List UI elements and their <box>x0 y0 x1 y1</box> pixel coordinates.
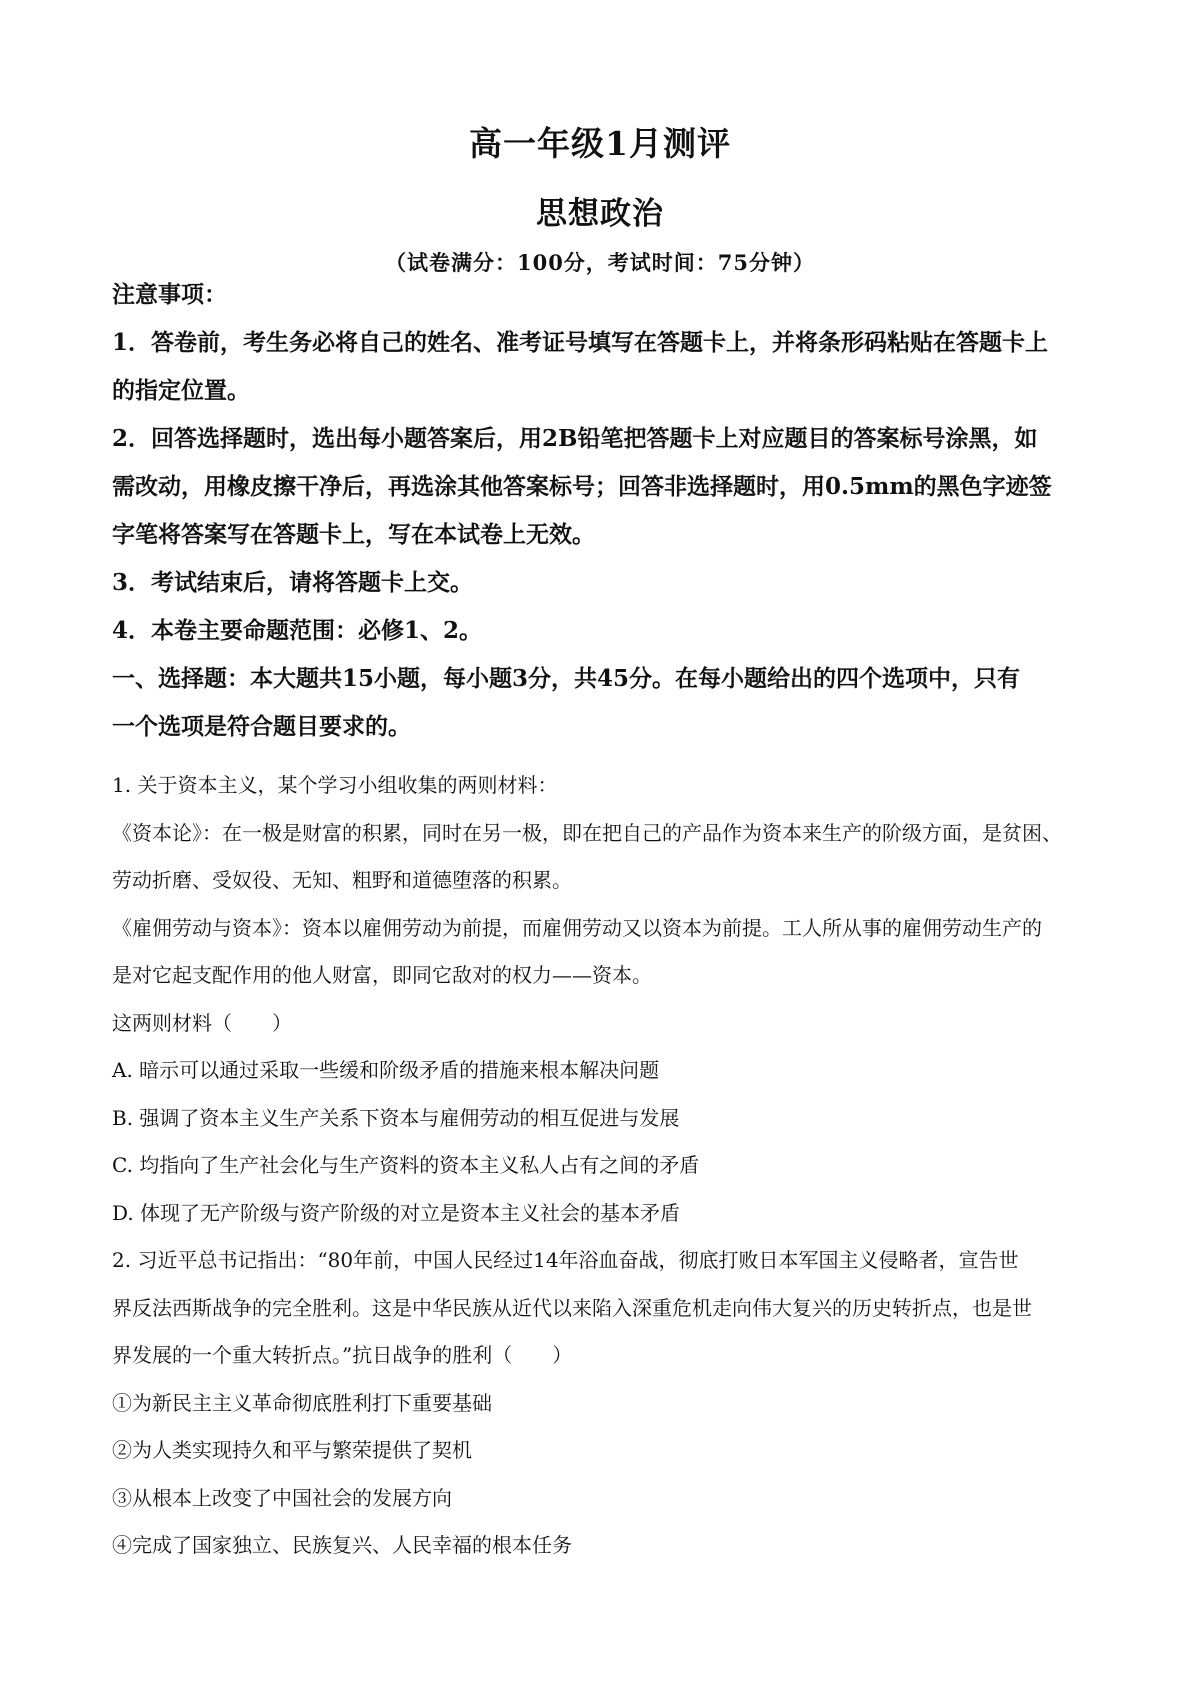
question-material: 《雇佣劳动与资本》：资本以雇佣劳动为前提，而雇佣劳动又以资本为前提。工人所从事的雇佣劳动生产的 <box>112 915 1042 940</box>
question-stem: 2. 习近平总书记指出：“80年前，中国人民经过14年浴血奋战，彻底打败日本军国主义侵略者，宣告世 <box>112 1248 1019 1272</box>
option-d: D. 体现了无产阶级与资产阶级的对立是资本主义社会的基本矛盾 <box>112 1200 681 1225</box>
notice-line: 字笔将答案写在答题卡上，写在本试卷上无效。 <box>112 521 595 548</box>
notice-line: 3．考试结束后，请将答题卡上交。 <box>112 569 474 596</box>
question-stem: 界反法西斯战争的完全胜利。这是中华民族从近代以来陷入深重危机走向伟大复兴的历史转折点，也是世 <box>112 1295 1032 1320</box>
notice-line: 需改动，用橡皮擦干净后，再选涂其他答案标号；回答非选择题时，用0.5mm的黑色字迹签 <box>112 473 1052 500</box>
notice-line: 2．回答选择题时，选出每小题答案后，用2B铅笔把答题卡上对应题目的答案标号涂黑，如 <box>112 425 1038 452</box>
notice-line: 1．答卷前，考生务必将自己的姓名、准考证号填写在答题卡上，并将条形码粘贴在答题卡上 <box>112 329 1049 356</box>
notice-heading: 注意事项： <box>112 281 227 308</box>
question-material: 是对它起支配作用的他人财富，即同它敌对的权力——资本。 <box>112 963 652 987</box>
question-prompt: 这两则材料（ ） <box>112 1010 292 1035</box>
notice-block <box>112 271 1102 751</box>
notice-line: 的指定位置。 <box>112 377 250 404</box>
question-stem: 1. 关于资本主义，某个学习小组收集的两则材料： <box>112 773 558 797</box>
option-c: C. 均指向了生产社会化与生产资料的资本主义私人占有之间的矛盾 <box>112 1153 700 1177</box>
section-heading: 一个选项是符合题目要求的。 <box>112 713 411 740</box>
exam-info: （试卷满分：100分，考试时间：75分钟） <box>384 250 816 275</box>
subject-title: 思想政治 <box>536 196 664 232</box>
questions-block <box>112 762 1102 1570</box>
exam-title: 高一年级1月测评 <box>469 124 731 163</box>
statement-2: ②为人类实现持久和平与繁荣提供了契机 <box>112 1438 472 1462</box>
question-material: 《资本论》：在一极是财富的积累，同时在另一极，即在把自己的产品作为资本来生产的阶级方面，是贫困、 <box>112 820 1062 845</box>
statement-1: ①为新民主主义革命彻底胜利打下重要基础 <box>112 1390 492 1415</box>
statement-4: ④完成了国家独立、民族复兴、人民幸福的根本任务 <box>112 1533 572 1557</box>
option-a: A. 暗示可以通过采取一些缓和阶级矛盾的措施来根本解决问题 <box>112 1058 660 1082</box>
option-b: B. 强调了资本主义生产关系下资本与雇佣劳动的相互促进与发展 <box>112 1105 680 1130</box>
section-heading: 一、选择题：本大题共15小题，每小题3分，共45分。在每小题给出的四个选项中，只有 <box>112 665 1021 692</box>
question-stem: 界发展的一个重大转折点。”抗日战争的胜利（ ） <box>112 1343 573 1367</box>
notice-line: 4．本卷主要命题范围：必修1、2。 <box>112 617 483 644</box>
question-material: 劳动折磨、受奴役、无知、粗野和道德堕落的积累。 <box>112 868 572 892</box>
statement-3: ③从根本上改变了中国社会的发展方向 <box>112 1485 452 1510</box>
